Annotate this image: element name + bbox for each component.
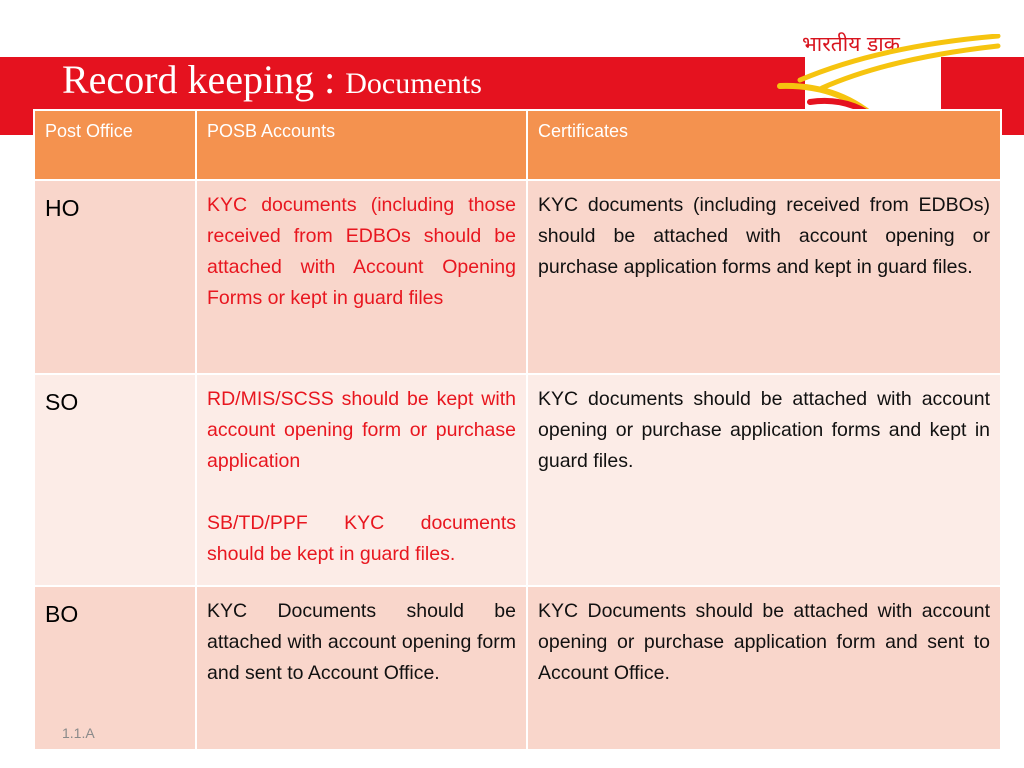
- logo-text: भारतीय डाक: [802, 32, 900, 56]
- cell-certificates: KYC documents (including received from EDBOs) should be attached with account opening or purchase application forms and kept in guard files.: [527, 180, 1001, 374]
- table-row: [34, 586, 1001, 750]
- header-post-office: Post Office: [34, 110, 196, 180]
- cell-text: KYC documents (including those received from EDBOs should be attached with Account Opening Forms or kept in guard files: [207, 194, 516, 309]
- table-row: [34, 374, 1001, 586]
- cell-posb: [196, 586, 527, 750]
- header-posb-accounts: POSB Accounts: [196, 110, 527, 180]
- slide-number: 1.1.A: [62, 725, 95, 741]
- cell-post-office: BO: [34, 586, 196, 750]
- cell-certificates: KYC Documents should be attached with account opening or purchase application form and sent to Account Office.: [527, 586, 1001, 750]
- cell-certificates: KYC documents should be attached with account opening or purchase application forms and kept in guard files.: [527, 374, 1001, 586]
- cell-text: RD/MIS/SCSS should be kept with account opening form or purchase application: [207, 388, 516, 472]
- page-title: [62, 56, 482, 103]
- page-title-sub: Documents: [345, 67, 482, 100]
- table-row: [34, 180, 1001, 374]
- cell-text: SB/TD/PPF KYC documents should be kept in guard files.: [207, 512, 516, 565]
- header-certificates: Certificates: [527, 110, 1001, 180]
- cell-post-office: HO: [34, 180, 196, 374]
- page-title-main: Record keeping :: [62, 57, 346, 102]
- table-header-row: [34, 110, 1001, 180]
- cell-post-office: SO: [34, 374, 196, 586]
- cell-posb: [196, 374, 527, 586]
- cell-posb: [196, 180, 527, 374]
- cell-text: KYC Documents should be attached with account opening form and sent to Account Office.: [207, 600, 516, 684]
- record-keeping-table: [33, 109, 1002, 751]
